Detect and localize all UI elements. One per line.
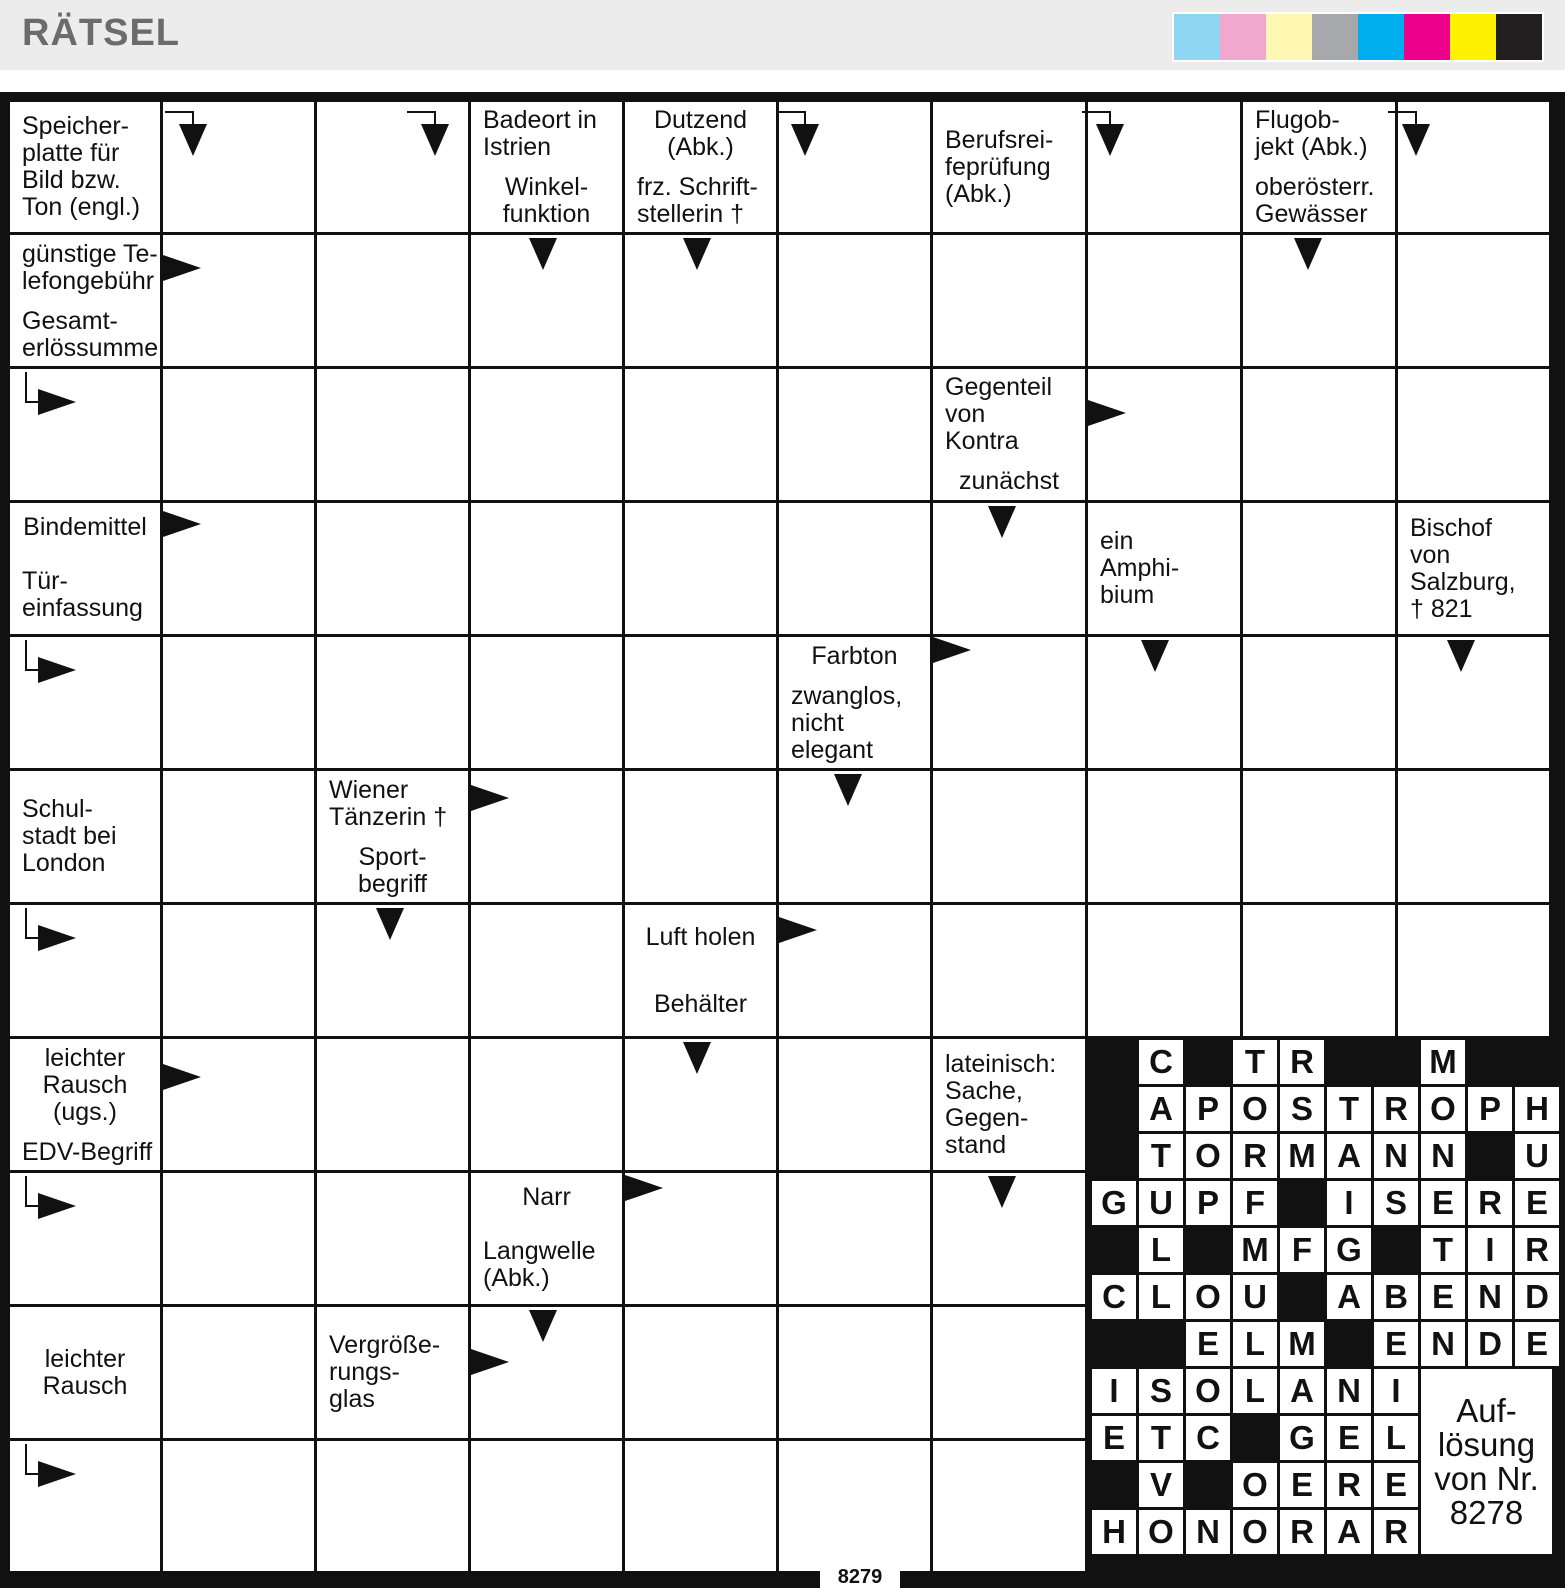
solution-cell: I xyxy=(1092,1369,1136,1413)
solution-cell: P xyxy=(1468,1087,1512,1131)
color-swatch-8 xyxy=(1496,14,1542,60)
arrow-down-icon xyxy=(834,774,862,806)
arrow-right-icon xyxy=(471,1349,509,1375)
clue-line: leichter xyxy=(44,1344,126,1373)
arrow-bent-right-icon xyxy=(38,1461,76,1487)
arrow-down-icon xyxy=(1141,640,1169,672)
arrow-bent-line xyxy=(777,112,805,124)
clue-line: Gegenteil xyxy=(945,373,1053,401)
arrow-bent-down-icon xyxy=(179,124,207,156)
clue-line: Langwelle xyxy=(483,1236,596,1265)
clue-line: (Abk.) xyxy=(667,133,734,161)
clue-line: zwanglos, xyxy=(791,681,903,710)
clue-line: EDV-Begriff xyxy=(22,1138,153,1166)
solution-cell: E xyxy=(1280,1463,1324,1507)
arrow-down-icon xyxy=(988,1176,1016,1208)
solution-cell: L xyxy=(1139,1228,1183,1272)
solution-caption-line: 8278 xyxy=(1449,1493,1524,1531)
solution-cell: T xyxy=(1139,1416,1183,1460)
clue-line: glas xyxy=(329,1385,375,1413)
arrow-bent-right-icon xyxy=(38,925,76,951)
solution-cell: R xyxy=(1374,1510,1418,1554)
arrow-bent-down-icon xyxy=(421,124,449,156)
page-title: RÄTSEL xyxy=(22,12,180,54)
solution-cell: O xyxy=(1186,1369,1230,1413)
color-swatch-4 xyxy=(1312,14,1358,60)
solution-cell: N xyxy=(1421,1322,1465,1366)
solution-cell: M xyxy=(1421,1040,1465,1084)
solution-cell: P xyxy=(1186,1087,1230,1131)
solution-caption-line: Auf- xyxy=(1456,1391,1517,1429)
solution-cell: L xyxy=(1139,1275,1183,1319)
solution-cell: D xyxy=(1515,1275,1559,1319)
solution-cell: L xyxy=(1233,1322,1277,1366)
arrow-layer xyxy=(0,92,1565,1588)
clue-line: feprüfung xyxy=(945,152,1051,181)
solution-cell: V xyxy=(1139,1463,1183,1507)
clue-line: Flugob- xyxy=(1255,106,1340,134)
clue-line: günstige Te- xyxy=(22,239,158,268)
clue-line: Tür- xyxy=(22,566,68,595)
arrow-down-icon xyxy=(988,506,1016,538)
arrow-right-icon xyxy=(163,511,201,537)
clue-line: einfassung xyxy=(22,593,143,622)
clue-line: Amphi- xyxy=(1100,554,1180,582)
solution-cell: E xyxy=(1515,1181,1559,1225)
solution-cell: R xyxy=(1327,1463,1371,1507)
clue-line: von xyxy=(1410,540,1451,569)
color-calibration-strip xyxy=(1172,12,1544,62)
solution-cell: O xyxy=(1233,1510,1277,1554)
clue-line: lefongebühr xyxy=(22,266,155,295)
solution-cell: G xyxy=(1327,1228,1371,1272)
solution-cell: E xyxy=(1092,1416,1136,1460)
solution-cell: N xyxy=(1468,1275,1512,1319)
arrow-right-icon xyxy=(163,1064,201,1090)
crossword-grid xyxy=(0,92,1565,1588)
arrow-bent-down-icon xyxy=(1096,124,1124,156)
clue-line: Gesamt- xyxy=(22,306,118,335)
clue-line: Wiener xyxy=(329,775,409,804)
color-swatch-1 xyxy=(1174,14,1220,60)
arrow-down-icon xyxy=(529,238,557,270)
clue-line: Bindemittel xyxy=(23,513,147,541)
solution-cell: G xyxy=(1092,1181,1136,1225)
clue-line: (Abk.) xyxy=(483,1263,550,1292)
clue-line: Farbton xyxy=(811,641,898,670)
solution-cell: A xyxy=(1327,1275,1371,1319)
solution-cell: I xyxy=(1327,1181,1371,1225)
solution-cell: E xyxy=(1186,1322,1230,1366)
solution-cell: R xyxy=(1280,1510,1324,1554)
arrow-down-icon xyxy=(529,1310,557,1342)
solution-cell: P xyxy=(1186,1181,1230,1225)
color-swatch-6 xyxy=(1404,14,1450,60)
solution-cell: E xyxy=(1421,1181,1465,1225)
clue-line: Speicher- xyxy=(22,112,129,140)
solution-cell: N xyxy=(1186,1510,1230,1554)
clue-line: Kontra xyxy=(945,427,1019,455)
color-swatch-5 xyxy=(1358,14,1404,60)
solution-cell: O xyxy=(1421,1087,1465,1131)
solution-cell: M xyxy=(1280,1322,1324,1366)
solution-cell: I xyxy=(1468,1228,1512,1272)
solution-cell: C xyxy=(1139,1040,1183,1084)
clue-line: von xyxy=(945,400,986,428)
arrow-bent-line xyxy=(1388,112,1416,124)
clue-line: jekt (Abk.) xyxy=(1255,133,1368,161)
arrow-right-icon xyxy=(163,255,201,281)
solution-cell: S xyxy=(1374,1181,1418,1225)
arrow-bent-line xyxy=(1082,112,1110,124)
solution-cell: F xyxy=(1233,1181,1277,1225)
clue-line: Bild bzw. xyxy=(22,166,121,194)
solution-cell: T xyxy=(1139,1134,1183,1178)
solution-cell: R xyxy=(1468,1181,1512,1225)
clue-line: Gegen- xyxy=(945,1103,1029,1132)
arrow-bent-line xyxy=(165,112,193,124)
arrow-bent-line xyxy=(26,372,38,402)
clue-line: † 821 xyxy=(1410,594,1473,623)
arrow-right-icon xyxy=(1088,400,1126,426)
arrow-down-icon xyxy=(376,908,404,940)
arrow-bent-down-icon xyxy=(1402,124,1430,156)
clue-line: stellerin † xyxy=(637,199,744,228)
clue-line: lateinisch: xyxy=(945,1049,1057,1078)
clue-line: rungs- xyxy=(329,1358,400,1386)
solution-cell: I xyxy=(1374,1369,1418,1413)
clue-line: oberösterr. xyxy=(1255,172,1375,201)
solution-cell: E xyxy=(1515,1322,1559,1366)
solution-cell: R xyxy=(1280,1040,1324,1084)
clue-line: Sache, xyxy=(945,1076,1023,1105)
color-swatch-3 xyxy=(1266,14,1312,60)
solution-cell: O xyxy=(1233,1087,1277,1131)
clue-line: ein xyxy=(1100,527,1134,555)
solution-cell: U xyxy=(1515,1134,1559,1178)
clue-line: (ugs.) xyxy=(53,1098,117,1126)
clue-line: elegant xyxy=(791,735,874,764)
clue-line: Behälter xyxy=(653,990,748,1018)
solution-cell: S xyxy=(1139,1369,1183,1413)
solution-cell: F xyxy=(1280,1228,1324,1272)
clue-line: Winkel- xyxy=(504,172,589,201)
solution-cell: U xyxy=(1233,1275,1277,1319)
solution-cell: L xyxy=(1374,1416,1418,1460)
arrow-down-icon xyxy=(1294,238,1322,270)
clue-line: London xyxy=(22,849,106,877)
solution-cell: O xyxy=(1139,1510,1183,1554)
solution-cell: E xyxy=(1421,1275,1465,1319)
clue-line: Rausch xyxy=(42,1071,128,1099)
solution-cell: H xyxy=(1092,1510,1136,1554)
solution-cell: R xyxy=(1233,1134,1277,1178)
solution-cell: C xyxy=(1186,1416,1230,1460)
solution-cell: T xyxy=(1233,1040,1277,1084)
solution-cell: T xyxy=(1421,1228,1465,1272)
solution-cell: T xyxy=(1327,1087,1371,1131)
solution-cell: M xyxy=(1233,1228,1277,1272)
solution-cell: N xyxy=(1421,1134,1465,1178)
clue-line: Istrien xyxy=(483,133,552,161)
solution-cell: E xyxy=(1374,1463,1418,1507)
clue-line: Ton (engl.) xyxy=(22,193,141,221)
solution-cell: A xyxy=(1327,1134,1371,1178)
clue-line: Sport- xyxy=(358,842,427,871)
arrow-bent-line xyxy=(26,640,38,670)
arrow-bent-down-icon xyxy=(791,124,819,156)
solution-cell: C xyxy=(1092,1275,1136,1319)
arrow-bent-right-icon xyxy=(38,1193,76,1219)
clue-line: erlössumme xyxy=(22,333,159,362)
arrow-right-icon xyxy=(933,637,971,663)
clue-line: leichter xyxy=(44,1044,126,1072)
header-bar xyxy=(0,0,1565,70)
solution-cell: N xyxy=(1327,1369,1371,1413)
clue-line: zunächst xyxy=(958,467,1060,495)
solution-cell: L xyxy=(1233,1369,1277,1413)
clue-line: frz. Schrift- xyxy=(637,172,758,201)
clue-line: Schul- xyxy=(22,795,93,823)
clue-line: (Abk.) xyxy=(945,179,1012,208)
arrow-bent-line xyxy=(26,1176,38,1206)
clue-line: Gewässer xyxy=(1255,199,1368,228)
solution-cell: M xyxy=(1280,1134,1324,1178)
arrow-bent-line xyxy=(407,112,435,124)
clue-line: bium xyxy=(1100,581,1155,609)
clue-line: stadt bei xyxy=(22,822,117,850)
solution-caption-line: lösung xyxy=(1437,1425,1536,1463)
solution-cell: E xyxy=(1327,1416,1371,1460)
solution-cell: S xyxy=(1280,1087,1324,1131)
solution-cell: E xyxy=(1374,1322,1418,1366)
solution-cell: R xyxy=(1374,1087,1418,1131)
clue-line: Rausch xyxy=(42,1371,128,1400)
arrow-down-icon xyxy=(1447,640,1475,672)
solution-cell: R xyxy=(1515,1228,1559,1272)
arrow-bent-line xyxy=(26,1444,38,1474)
clue-line: Tänzerin † xyxy=(329,802,448,831)
clue-line: Luft holen xyxy=(645,923,756,951)
clue-line: Dutzend xyxy=(653,106,748,134)
arrow-right-icon xyxy=(625,1175,663,1201)
clue-line: Bischof xyxy=(1410,513,1492,542)
color-swatch-7 xyxy=(1450,14,1496,60)
clue-line: nicht xyxy=(791,708,844,737)
solution-cell: O xyxy=(1186,1275,1230,1319)
solution-cell: O xyxy=(1233,1463,1277,1507)
arrow-down-icon xyxy=(683,238,711,270)
solution-cell: B xyxy=(1374,1275,1418,1319)
solution-cell: D xyxy=(1468,1322,1512,1366)
clue-line: funktion xyxy=(502,199,591,228)
solution-cell: O xyxy=(1186,1134,1230,1178)
solution-cell: N xyxy=(1374,1134,1418,1178)
arrow-bent-line xyxy=(26,908,38,938)
clue-line: Berufsrei- xyxy=(945,125,1054,154)
solution-caption-line: von Nr. xyxy=(1434,1459,1539,1497)
solution-cell: U xyxy=(1139,1181,1183,1225)
clue-line: Vergröße- xyxy=(329,1331,441,1359)
clue-line: platte für xyxy=(22,139,120,167)
clue-line: Badeort in xyxy=(483,106,597,134)
arrow-right-icon xyxy=(779,917,817,943)
arrow-bent-right-icon xyxy=(38,657,76,683)
arrow-down-icon xyxy=(683,1042,711,1074)
puzzle-number: 8279 xyxy=(820,1564,900,1590)
clue-line: Narr xyxy=(522,1183,571,1211)
solution-cell: A xyxy=(1139,1087,1183,1131)
solution-cell: A xyxy=(1280,1369,1324,1413)
clue-line: stand xyxy=(945,1130,1007,1159)
solution-cell: A xyxy=(1327,1510,1371,1554)
solution-cell: G xyxy=(1280,1416,1324,1460)
arrow-right-icon xyxy=(471,785,509,811)
arrow-bent-right-icon xyxy=(38,389,76,415)
solution-cell: H xyxy=(1515,1087,1559,1131)
color-swatch-2 xyxy=(1220,14,1266,60)
clue-line: begriff xyxy=(357,869,428,898)
clue-line: Salzburg, xyxy=(1410,567,1516,596)
